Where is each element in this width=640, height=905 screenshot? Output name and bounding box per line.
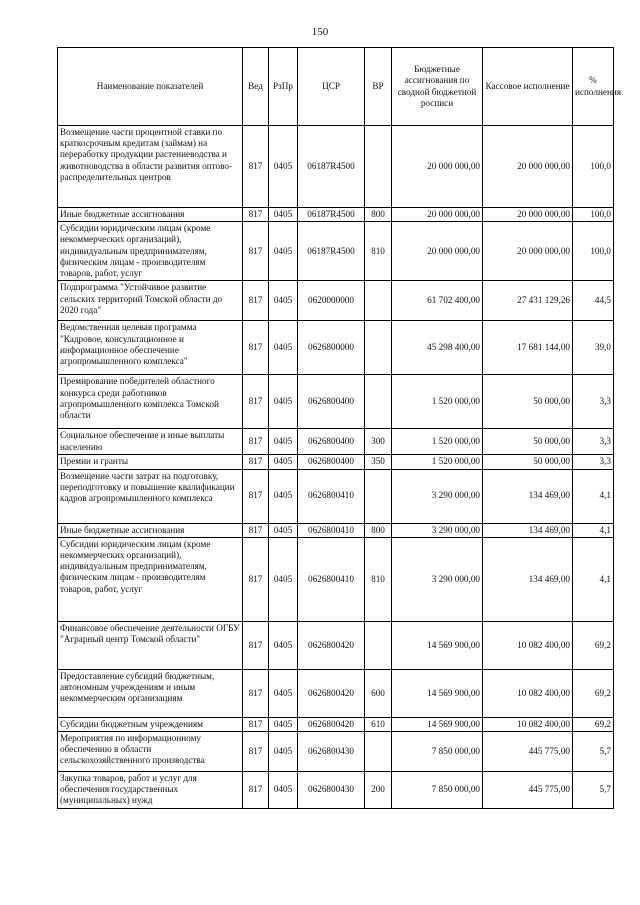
table-row [58,669,614,717]
cell-vr [365,731,392,771]
cell-csr: 0626800420 [298,621,365,669]
cell-ved: 817 [243,375,269,429]
cell-vr [365,281,392,321]
cell-budget: 14 569 900,00 [392,717,483,731]
cell-cash: 445 775,00 [483,771,573,808]
table-row [58,222,614,281]
table-body [58,126,614,809]
cell-rzpr: 0405 [269,469,298,523]
cell-csr: 0626800400 [298,429,365,455]
header-pct: % исполнения [573,48,614,126]
cell-cash: 134 469,00 [483,537,573,621]
cell-vr [365,621,392,669]
cell-pct: 4,1 [573,537,614,621]
table-row [58,375,614,429]
cell-cash: 20 000 000,00 [483,222,573,281]
cell-vr: 810 [365,537,392,621]
cell-cash: 27 431 129,26 [483,281,573,321]
cell-budget: 3 290 000,00 [392,537,483,621]
cell-budget: 20 000 000,00 [392,126,483,208]
cell-pct: 100,0 [573,222,614,281]
cell-vr: 200 [365,771,392,808]
cell-vr: 800 [365,523,392,537]
cell-pct: 100,0 [573,208,614,222]
cell-rzpr: 0405 [269,126,298,208]
cell-csr: 0626800420 [298,717,365,731]
cell-rzpr: 0405 [269,717,298,731]
cell-pct: 3,3 [573,375,614,429]
cell-ved: 817 [243,126,269,208]
cell-csr: 0626800410 [298,537,365,621]
cell-vr [365,469,392,523]
cell-rzpr: 0405 [269,537,298,621]
cell-name: Возмещение части затрат на подготовку, переподготовку и повышение квалификации кадров агропромышленного комплекса [58,469,243,523]
cell-pct: 5,7 [573,731,614,771]
cell-rzpr: 0405 [269,523,298,537]
cell-rzpr: 0405 [269,455,298,469]
table-row [58,537,614,621]
cell-budget: 7 850 000,00 [392,731,483,771]
cell-name: Закупка товаров, работ и услуг для обеспечения государственных (муниципальных) нужд [58,771,243,808]
cell-name: Премирование победителей областного конкурса среди работников агропромышленного комплекса Томской области [58,375,243,429]
cell-rzpr: 0405 [269,281,298,321]
cell-vr: 810 [365,222,392,281]
cell-csr: 0626800410 [298,523,365,537]
cell-rzpr: 0405 [269,375,298,429]
cell-ved: 817 [243,321,269,375]
cell-cash: 17 681 144,00 [483,321,573,375]
cell-cash: 10 082 400,00 [483,621,573,669]
header-budget: Бюджетные ассигнования по сводной бюджетной росписи [392,48,483,126]
cell-budget: 20 000 000,00 [392,208,483,222]
cell-pct: 4,1 [573,469,614,523]
cell-name: Премии и гранты [58,455,243,469]
cell-rzpr: 0405 [269,731,298,771]
cell-vr: 800 [365,208,392,222]
cell-cash: 10 082 400,00 [483,669,573,717]
cell-rzpr: 0405 [269,321,298,375]
cell-rzpr: 0405 [269,621,298,669]
cell-rzpr: 0405 [269,771,298,808]
table-row [58,717,614,731]
cell-ved: 817 [243,669,269,717]
cell-pct: 5,7 [573,771,614,808]
header-name: Наименование показателей [58,48,243,126]
cell-budget: 3 290 000,00 [392,523,483,537]
cell-budget: 61 702 400,00 [392,281,483,321]
cell-name: Субсидии бюджетным учреждениям [58,717,243,731]
cell-cash: 50 000,00 [483,455,573,469]
cell-vr: 350 [365,455,392,469]
page-number: 150 [311,26,329,38]
cell-ved: 817 [243,621,269,669]
cell-rzpr: 0405 [269,222,298,281]
cell-budget: 14 569 900,00 [392,621,483,669]
cell-name: Иные бюджетные ассигнования [58,208,243,222]
cell-pct: 69,2 [573,621,614,669]
cell-ved: 817 [243,281,269,321]
cell-csr: 0626800410 [298,469,365,523]
table-row [58,281,614,321]
table-row [58,126,614,208]
cell-ved: 817 [243,429,269,455]
table-row [58,429,614,455]
cell-csr: 06187R4500 [298,208,365,222]
cell-cash: 445 775,00 [483,731,573,771]
cell-name: Иные бюджетные ассигнования [58,523,243,537]
cell-csr: 0626800400 [298,375,365,429]
cell-cash: 10 082 400,00 [483,717,573,731]
cell-pct: 3,3 [573,429,614,455]
table-row [58,731,614,771]
cell-cash: 134 469,00 [483,523,573,537]
cell-budget: 20 000 000,00 [392,222,483,281]
cell-pct: 69,2 [573,669,614,717]
cell-budget: 1 520 000,00 [392,375,483,429]
cell-vr: 610 [365,717,392,731]
cell-budget: 7 850 000,00 [392,771,483,808]
cell-csr: 0626800420 [298,669,365,717]
table-row [58,469,614,523]
cell-cash: 50 000,00 [483,375,573,429]
cell-name: Предоставление субсидий бюджетным, автономным учреждениям и иным некоммерческим организациям [58,669,243,717]
cell-csr: 0626800430 [298,771,365,808]
cell-csr: 0620000000 [298,281,365,321]
cell-pct: 4,1 [573,523,614,537]
header-cash: Кассовое исполнение [483,48,573,126]
cell-vr [365,126,392,208]
cell-name: Субсидии юридическим лицам (кроме некоммерческих организаций), индивидуальным предпринимателям, физическим лицам - производителям товаров, работ, услуг [58,537,243,621]
header-csr: ЦСР [298,48,365,126]
cell-budget: 1 520 000,00 [392,429,483,455]
cell-name: Социальное обеспечение и иные выплаты населению [58,429,243,455]
cell-cash: 20 000 000,00 [483,208,573,222]
cell-budget: 14 569 900,00 [392,669,483,717]
table-header-row [58,48,614,126]
table-row [58,208,614,222]
cell-csr: 06187R4500 [298,126,365,208]
cell-cash: 134 469,00 [483,469,573,523]
cell-ved: 817 [243,523,269,537]
cell-budget: 1 520 000,00 [392,455,483,469]
cell-vr [365,375,392,429]
cell-pct: 69,2 [573,717,614,731]
table-row [58,523,614,537]
table-row [58,321,614,375]
cell-ved: 817 [243,222,269,281]
table-row [58,771,614,808]
cell-budget: 45 298 400,00 [392,321,483,375]
header-vr: ВР [365,48,392,126]
header-ved: Вед [243,48,269,126]
cell-name: Подпрограмма "Устойчивое развитие сельских территорий Томской области до 2020 года" [58,281,243,321]
cell-cash: 20 000 000,00 [483,126,573,208]
cell-ved: 817 [243,455,269,469]
cell-ved: 817 [243,208,269,222]
cell-csr: 06187R4500 [298,222,365,281]
cell-vr: 600 [365,669,392,717]
cell-name: Финансовое обеспечение деятельности ОГБУ "Аграрный центр Томской области" [58,621,243,669]
cell-rzpr: 0405 [269,669,298,717]
cell-name: Субсидии юридическим лицам (кроме некоммерческих организаций), индивидуальным предпринимателям, физическим лицам - производителям товаров, работ, услуг [58,222,243,281]
cell-csr: 0626800400 [298,455,365,469]
cell-vr: 300 [365,429,392,455]
cell-pct: 3,3 [573,455,614,469]
cell-pct: 44,5 [573,281,614,321]
cell-vr [365,321,392,375]
cell-budget: 3 290 000,00 [392,469,483,523]
cell-ved: 817 [243,717,269,731]
cell-ved: 817 [243,731,269,771]
budget-table [57,47,622,809]
table-row [58,455,614,469]
cell-name: Ведомственная целевая программа "Кадровое, консультационное и информационное обеспечение агропромышленного комплекса" [58,321,243,375]
cell-csr: 0626800430 [298,731,365,771]
header-rzpr: РзПр [269,48,298,126]
cell-ved: 817 [243,469,269,523]
cell-rzpr: 0405 [269,208,298,222]
cell-pct: 39,0 [573,321,614,375]
cell-rzpr: 0405 [269,429,298,455]
cell-pct: 100,0 [573,126,614,208]
cell-ved: 817 [243,537,269,621]
cell-name: Мероприятия по информационному обеспечению в области сельскохозяйственного производства [58,731,243,771]
cell-ved: 817 [243,771,269,808]
cell-name: Возмещение части процентной ставки по краткосрочным кредитам (займам) на переработку продукции растениеводства и животноводства в области развития оптово-распределительных центров [58,126,243,208]
table-row [58,621,614,669]
cell-cash: 50 000,00 [483,429,573,455]
cell-csr: 0626800000 [298,321,365,375]
